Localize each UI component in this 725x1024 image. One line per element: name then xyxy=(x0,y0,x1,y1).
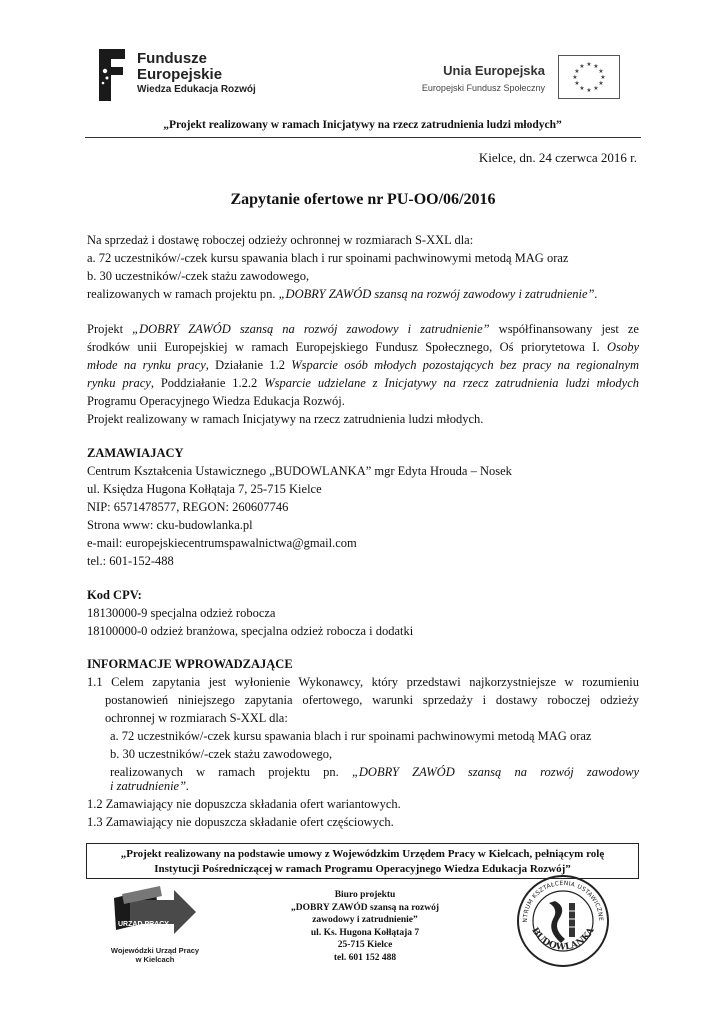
biuro-projektu-block xyxy=(270,889,460,964)
italic-span: młode na rynku pracy xyxy=(87,358,206,372)
project-para-line4 xyxy=(87,374,639,392)
cku-budowlanka-seal xyxy=(515,873,611,969)
fundusze-europejskie-logo xyxy=(97,45,272,107)
svg-text:★: ★ xyxy=(600,74,606,81)
info-1-1-line1: 1.1 Celem zapytania jest wyłonienie Wykonawcy, który przedstawi najkorzystniejsze w rozumieniu xyxy=(87,675,639,689)
biuro-line: ul. Ks. Hugona Kołłątaja 7 xyxy=(310,927,420,938)
header-divider xyxy=(85,137,641,138)
wup-caption-line2: w Kielcach xyxy=(135,955,175,964)
text-span: współfinansowany jest ze xyxy=(489,322,639,336)
project-para-line3 xyxy=(87,356,639,374)
cpv-code-1: 18130000-9 specjalna odzież robocza xyxy=(87,606,276,620)
zamawiajacy-www: Strona www: cku-budowlanka.pl xyxy=(87,518,253,532)
intro-realized-prefix: realizowanych w ramach projektu pn. xyxy=(87,287,279,301)
eu-flag-icon xyxy=(558,55,620,99)
text-span: , Poddziałanie 1.2.2 xyxy=(150,376,265,390)
cpv-heading: Kod CPV: xyxy=(87,588,142,602)
zamawiajacy-name: Centrum Kształcenia Ustawicznego „BUDOWLANKA” mgr Edyta Hrouda – Nosek xyxy=(87,464,512,478)
biuro-line: zawodowy i zatrudnienie” xyxy=(312,915,418,925)
svg-text:★: ★ xyxy=(593,63,599,70)
ue-logo-line1: Unia Europejska xyxy=(443,63,545,78)
text-span: środków unii Europejskiej w ramach Europejskiego Fundusz Społecznego, Oś priorytetowa I. xyxy=(87,340,608,354)
svg-text:★: ★ xyxy=(598,80,604,87)
date-line: Kielce, dn. 24 czerwca 2016 r. xyxy=(478,150,637,165)
budowlanka-seal-icon xyxy=(515,873,611,969)
text-span: Projekt xyxy=(87,322,133,336)
wup-caption-line1: Wojewódzki Urząd Pracy xyxy=(110,946,200,955)
fundusze-europejskie-emblem-icon xyxy=(97,45,133,105)
seal-top-text: NTRUM KSZTAŁCENIA USTAWICZNE xyxy=(521,879,605,923)
intro-project-name: „DOBRY ZAWÓD szansą na rozwój zawodowy i zatrudnienie”. xyxy=(278,287,598,301)
zamawiajacy-heading: ZAMAWIAJACY xyxy=(87,446,184,460)
biuro-line: „DOBRY ZAWÓD szansą na rozwój xyxy=(291,902,439,913)
seal-bottom-text: BUDOWLANKA xyxy=(529,926,597,953)
italic-span: Wsparcie osób młodych pozostających bez pracy na regionalnym xyxy=(291,358,639,372)
svg-text:★: ★ xyxy=(598,68,604,75)
fe-logo-line1: Fundusze xyxy=(137,50,207,67)
text-span: realizowanych w ramach projektu pn. xyxy=(110,765,352,779)
svg-text:★: ★ xyxy=(572,74,578,81)
project-name-span: „DOBRY ZAWÓD szansą na rozwój zawodowy xyxy=(351,765,639,779)
svg-text:★: ★ xyxy=(593,85,599,92)
info-1-1-line2: postanowień niniejszego zapytania ofertowego, warunki sprzedaży i dostawy roboczej odzieży xyxy=(105,693,639,707)
info-1-1-line3: ochronnej w rozmiarach S-XXL dla: xyxy=(105,711,288,725)
text-span: , Działanie 1.2 xyxy=(205,358,292,372)
intro-item-b: b. 30 uczestników/-czek stażu zawodowego, xyxy=(87,269,310,283)
wup-label: URZĄD PRACY xyxy=(118,921,169,928)
fe-logo-line3: Wiedza Edukacja Rozwój xyxy=(137,84,256,95)
project-name-span: „DOBRY ZAWÓD szansą na rozwój zawodowy i zatrudnienie” xyxy=(132,322,490,336)
biuro-line: Biuro projektu xyxy=(334,890,396,900)
intro-item-a: a. 72 uczestników/-czek kursu spawania blach i rur spoinami pachwinowymi metodą MAG oraz xyxy=(87,251,569,265)
cpv-code-2: 18100000-0 odzież branżowa, specjalna odzież robocza i dodatki xyxy=(87,624,414,638)
project-banner: „Projekt realizowany w ramach Inicjatywy na rzecz zatrudnienia ludzi młodych” xyxy=(163,119,562,131)
info-realized-line1 xyxy=(110,763,639,781)
project-para-line2 xyxy=(87,338,639,356)
biuro-line: tel. 601 152 488 xyxy=(333,952,397,963)
svg-text:★: ★ xyxy=(574,68,580,75)
info-1-3: 1.3 Zamawiający nie dopuszcza składanie ofert częściowych. xyxy=(87,815,394,829)
zamawiajacy-tel: tel.: 601-152-488 xyxy=(87,554,174,568)
info-realized-line2: i zatrudnienie”. xyxy=(110,779,190,793)
zamawiajacy-address: ul. Księdza Hugona Kołłątaja 7, 25-715 Kielce xyxy=(87,482,322,496)
info-item-a: a. 72 uczestników/-czek kursu spawania blach i rur spoinami pachwinowymi metodą MAG oraz xyxy=(110,729,592,743)
document-title: Zapytanie ofertowe nr PU-OO/06/2016 xyxy=(230,191,496,208)
zamawiajacy-ids: NIP: 6571478577, REGON: 260607746 xyxy=(87,500,289,514)
wup-arrow-icon xyxy=(100,880,210,940)
svg-text:★: ★ xyxy=(586,87,592,94)
italic-span: Osoby xyxy=(607,340,639,354)
info-item-b: b. 30 uczestników/-czek stażu zawodowego, xyxy=(110,747,333,761)
svg-text:★: ★ xyxy=(574,80,580,87)
zamawiajacy-email: e-mail: europejskiecentrumspawalnictwa@gmail.com xyxy=(87,536,357,550)
italic-span: rynku pracy xyxy=(87,376,151,390)
biuro-line: 25-715 Kielce xyxy=(337,940,393,950)
svg-text:★: ★ xyxy=(579,63,585,70)
footer-notice-line2: Instytucji Pośredniczącej w ramach Programu Operacyjnego Wiedza Edukacja Rozwój” xyxy=(154,863,571,875)
info-1-2: 1.2 Zamawiający nie dopuszcza składania ofert wariantowych. xyxy=(87,797,401,811)
italic-span: Wsparcie udzielane z Inicjatywy na rzecz zatrudnienia ludzi młodych xyxy=(264,376,640,390)
svg-text:★: ★ xyxy=(586,61,592,68)
fe-logo-line2: Europejskie xyxy=(137,66,223,83)
svg-text:★: ★ xyxy=(579,85,585,92)
unia-europejska-logo xyxy=(405,55,620,103)
project-para-line5: Programu Operacyjnego Wiedza Edukacja Rozwój. xyxy=(87,394,345,408)
project-para-line1 xyxy=(87,320,639,338)
intro-realized xyxy=(87,285,598,303)
wup-kielce-logo xyxy=(100,880,210,968)
ue-logo-line2: Europejski Fundusz Społeczny xyxy=(421,83,545,93)
project-para-line6: Projekt realizowany w ramach Inicjatywy na rzecz zatrudnienia ludzi młodych. xyxy=(87,412,484,426)
info-heading: INFORMACJE WPROWADZAJĄCE xyxy=(87,657,293,671)
footer-notice-line1: „Projekt realizowany na podstawie umowy z Wojewódzkim Urzędem Pracy w Kielcach, pełniącym rolę xyxy=(120,848,605,860)
intro-lead: Na sprzedaż i dostawę roboczej odzieży ochronnej w rozmiarach S-XXL dla: xyxy=(87,233,474,247)
